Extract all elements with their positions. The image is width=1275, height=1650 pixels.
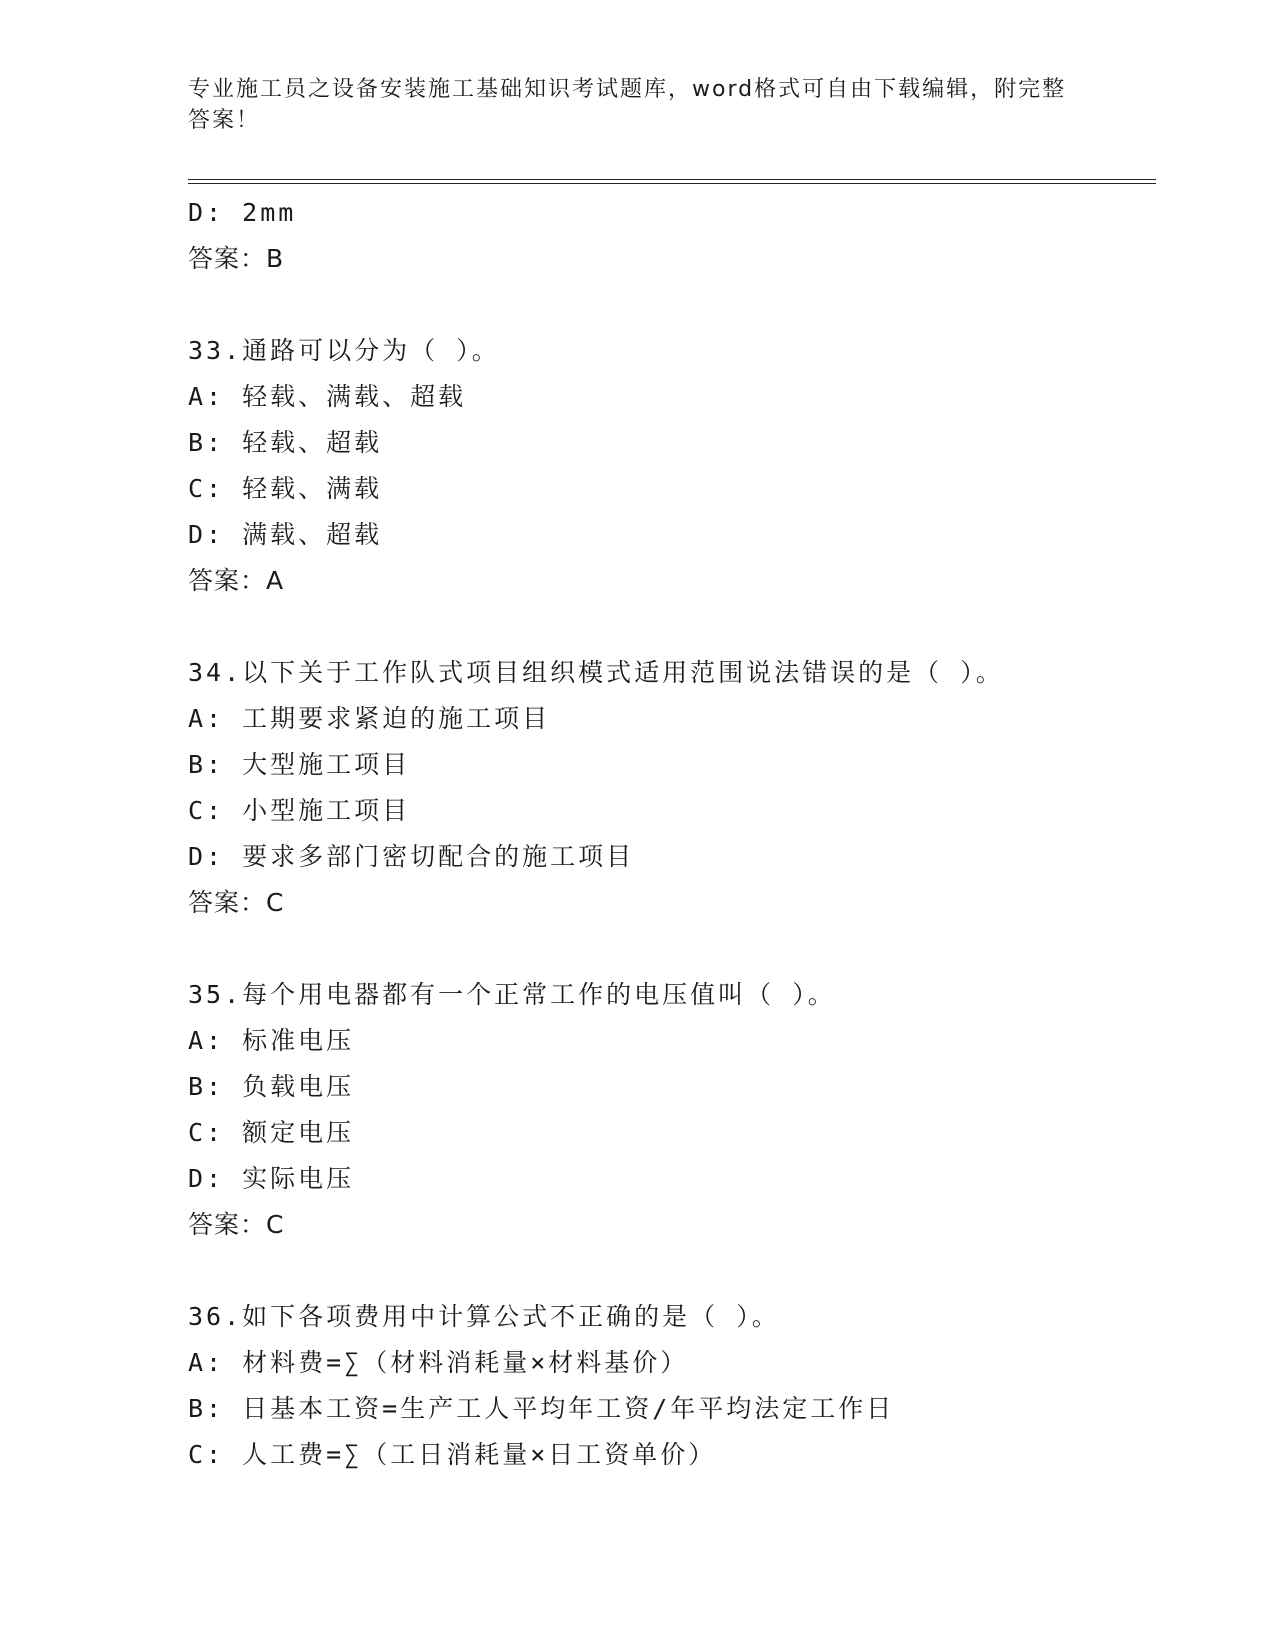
option-b: B: 大型施工项目 [188,750,411,779]
spacer [188,282,1156,328]
option-c: C: 小型施工项目 [188,796,411,825]
option-b: B: 负载电压 [188,1072,355,1101]
option-c: C: 额定电压 [188,1118,355,1147]
option-a: A: 工期要求紧迫的施工项目 [188,704,551,733]
option-b: B: 轻载、超载 [188,428,383,457]
spacer [188,926,1156,972]
spacer [188,1248,1156,1294]
answer: 答案：C [188,888,285,917]
question-36 [188,1294,1156,1478]
option-b: B: 日基本工资=生产工人平均年工资/年平均法定工作日 [188,1394,895,1423]
carry-over-answer: 答案：B [188,244,285,273]
question-33 [188,328,1156,604]
question-stem: 34.以下关于工作队式项目组织模式适用范围说法错误的是（ ）。 [188,658,1004,687]
document-header: 专业施工员之设备安装施工基础知识考试题库，word格式可自由下载编辑，附完整答案！ [188,77,1067,133]
question-stem: 35.每个用电器都有一个正常工作的电压值叫（ ）。 [188,980,836,1009]
question-35 [188,972,1156,1248]
option-a: A: 标准电压 [188,1026,355,1055]
question-34 [188,650,1156,926]
answer: 答案：A [188,566,285,595]
question-stem: 33.通路可以分为（ ）。 [188,336,500,365]
header-divider-bottom [188,183,1156,184]
option-a: A: 轻载、满载、超载 [188,382,467,411]
option-a: A: 材料费=∑（材料消耗量×材料基价） [188,1348,689,1377]
option-d: D: 要求多部门密切配合的施工项目 [188,842,635,871]
header-divider-top [188,179,1156,180]
carry-over-option-d: D: 2mm [188,198,297,227]
question-stem: 36.如下各项费用中计算公式不正确的是（ ）。 [188,1302,780,1331]
option-d: D: 满载、超载 [188,520,383,549]
answer: 答案：C [188,1210,285,1239]
option-d: D: 实际电压 [188,1164,355,1193]
option-c: C: 人工费=∑（工日消耗量×日工资单价） [188,1440,717,1469]
question-content [188,190,1156,1478]
option-c: C: 轻载、满载 [188,474,383,503]
spacer [188,604,1156,650]
